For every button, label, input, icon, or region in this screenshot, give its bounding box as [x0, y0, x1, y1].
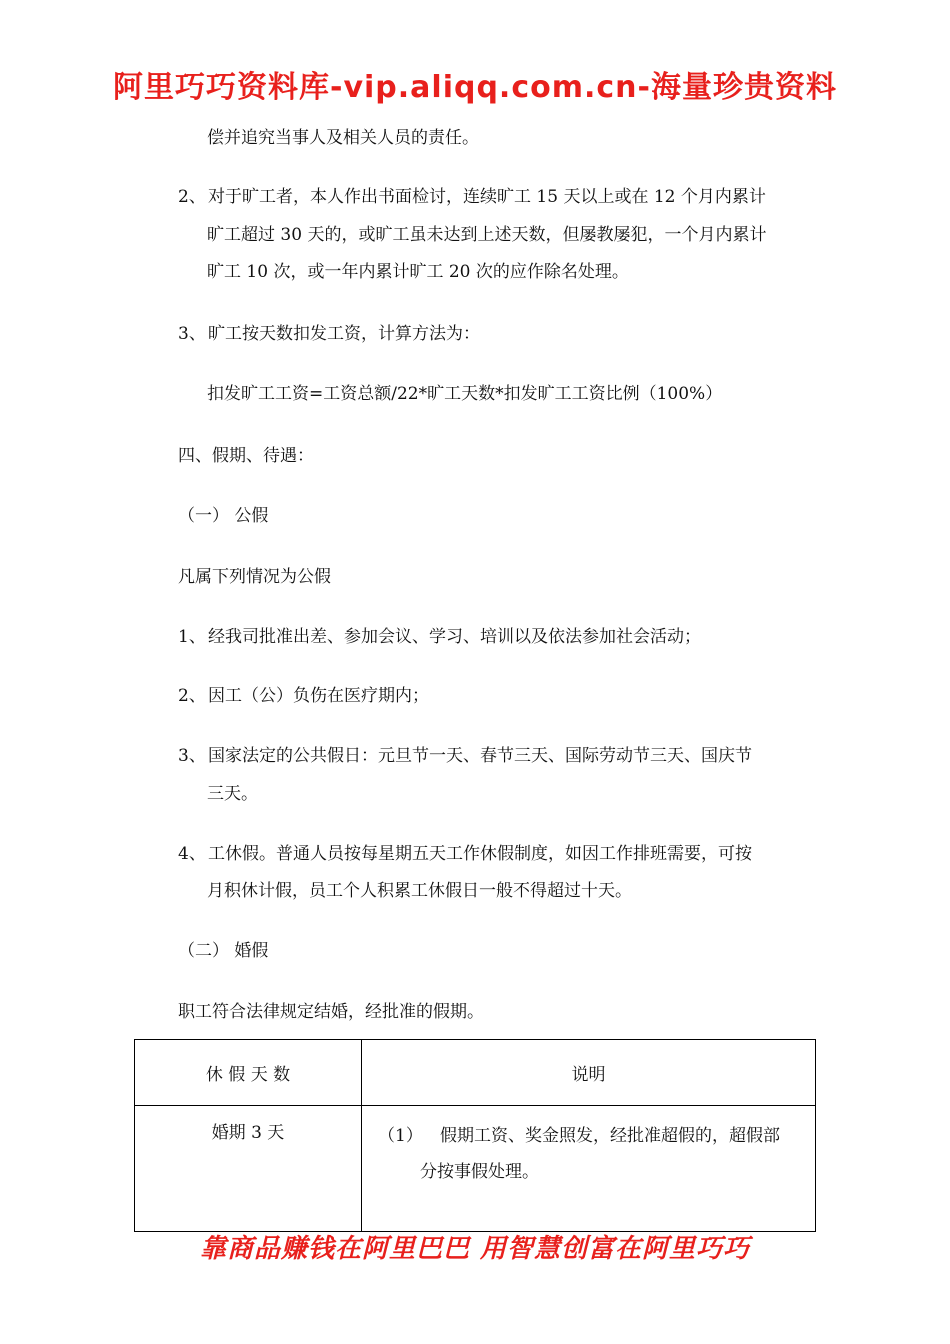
- public-leave-item-4: [178, 835, 752, 873]
- item-text: 国家法定的公共假日：元旦节一天、春节三天、国际劳动节三天、国庆节: [208, 746, 752, 766]
- cell-leave-days: 婚期 3 天: [135, 1106, 362, 1232]
- item-text: 因工（公）负伤在医疗期内；: [208, 686, 429, 706]
- absence-item-3: [178, 315, 480, 353]
- table-header-row: [135, 1040, 816, 1106]
- paragraph-continuation: 偿并追究当事人及相关人员的责任。: [207, 128, 479, 148]
- footer-banner: 靠商品赚钱在阿里巴巴 用智慧创富在阿里巧巧: [199, 1234, 751, 1264]
- public-leave-item-4-line2: 月积休计假，员工个人积累工休假日一般不得超过十天。: [207, 881, 632, 901]
- cell-description: [362, 1106, 816, 1232]
- header-banner: 阿里巧巧资料库-vip.aliqq.com.cn-海量珍贵资料: [113, 70, 837, 105]
- marriage-leave-table: [134, 1039, 816, 1232]
- item-number: 4、: [178, 844, 206, 864]
- public-leave-intro: 凡属下列情况为公假: [178, 567, 331, 587]
- note-line-1: 假期工资、奖金照发，经批准超假的，超假部: [440, 1126, 780, 1146]
- note-line-2: 分按事假处理。: [420, 1162, 539, 1182]
- absence-item-2-line2: 旷工超过 30 天的，或旷工虽未达到上述天数，但屡教屡犯，一个月内累计: [207, 225, 767, 245]
- item-number: 3、: [178, 324, 206, 344]
- marriage-leave-intro: 职工符合法律规定结婚，经批准的假期。: [178, 1002, 484, 1022]
- note-label: （1）: [378, 1126, 423, 1146]
- public-leave-item-3: [178, 737, 752, 775]
- header-leave-days: 休 假 天 数: [135, 1040, 362, 1106]
- header-description: 说明: [362, 1040, 816, 1106]
- table-row: [135, 1106, 816, 1232]
- item-text: 旷工按天数扣发工资，计算方法为：: [208, 324, 480, 344]
- section-heading-4: 四、假期、待遇：: [178, 446, 314, 466]
- item-number: 1、: [178, 627, 206, 647]
- item-number: 2、: [178, 187, 206, 207]
- public-leave-item-1: [178, 618, 701, 656]
- absence-item-2: [178, 178, 766, 216]
- item-text: 工休假。普通人员按每星期五天工作休假制度，如因工作排班需要，可按: [208, 844, 752, 864]
- public-leave-item-2: [178, 677, 429, 715]
- subsection-marriage-leave: （二） 婚假: [178, 941, 269, 961]
- deduction-formula: 扣发旷工工资=工资总额/22*旷工天数*扣发旷工工资比例（100%）: [207, 384, 723, 404]
- item-text: 对于旷工者，本人作出书面检讨，连续旷工 15 天以上或在 12 个月内累计: [208, 187, 766, 207]
- subsection-public-leave: （一） 公假: [178, 506, 269, 526]
- item-text: 经我司批准出差、参加会议、学习、培训以及依法参加社会活动；: [208, 627, 701, 647]
- public-leave-item-3-line2: 三天。: [207, 784, 258, 804]
- absence-item-2-line3: 旷工 10 次，或一年内累计旷工 20 次的应作除名处理。: [207, 262, 629, 282]
- item-number: 2、: [178, 686, 206, 706]
- item-number: 3、: [178, 746, 206, 766]
